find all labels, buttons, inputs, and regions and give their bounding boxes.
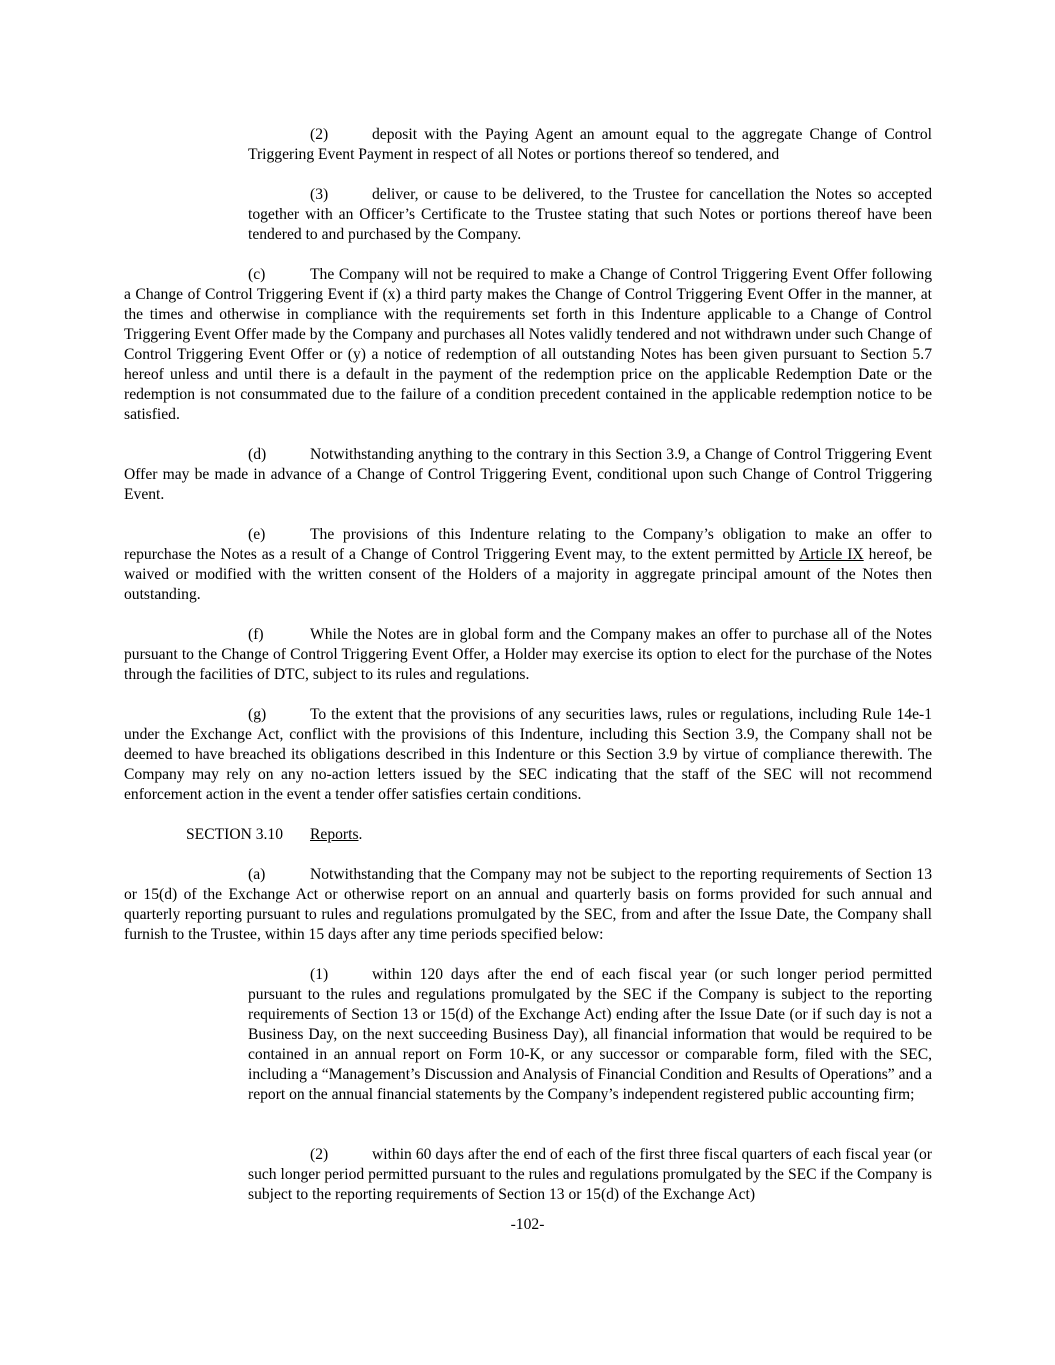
paragraph-text: Notwithstanding anything to the contrary in this Section 3.9, a Change of Control Triggering Event Offer may be made in advance of a Change of Control Triggering Event, conditional upon such Change of Control Triggering Event. bbox=[124, 446, 932, 503]
paragraph-number: (2) bbox=[310, 126, 329, 143]
paragraph-number: (a) bbox=[248, 866, 266, 883]
section-title-period: . bbox=[358, 826, 363, 843]
paragraph-text-continued: hereof, be waived or modified with the written consent of the Holders of a majority in aggregate principal amount of the Notes then outstanding. bbox=[124, 546, 932, 603]
paragraph-number: (2) bbox=[310, 1146, 329, 1163]
paragraph-text: While the Notes are in global form and the Company makes an offer to purchase all of the Notes pursuant to the Change of Control Triggering Event Offer, a Holder may exercise its option to elect for the purchase of the Notes through the facilities of DTC, subject to its rules and regulations. bbox=[124, 626, 932, 683]
paragraph-text: The Company will not be required to make a Change of Control Triggering Event Offer following a Change of Control Triggering Event if (x) a third party makes the Change of Control Triggering Event Offer in the manner, at the times and otherwise in compliance with the requirements set forth in this Indenture applicable to a Change of Control Triggering Event Offer made by the Company and purchases all Notes validly tendered and not withdrawn under such Change of Control Triggering Event Offer or (y) a notice of redemption of all outstanding Notes has been given pursuant to Section 5.7 hereof unless and until there is a default in the payment of the redemption price on the applicable Redemption Date or the redemption is not consummated due to the failure of a condition precedent contained in the applicable redemption notice to be satisfied. bbox=[124, 266, 932, 423]
paragraph-number: (3) bbox=[310, 186, 329, 203]
paragraph-number: (c) bbox=[248, 266, 266, 283]
paragraph-text: within 60 days after the end of each of the first three fiscal quarters of each fiscal year (or such longer period permitted pursuant to the rules and regulations promulgated by the SEC if the Company is subject to the reporting requirements of Section 13 or 15(d) of the Exchange Act) bbox=[248, 1146, 932, 1203]
section-number: SECTION 3.10 bbox=[186, 826, 284, 843]
paragraph-reports-2 bbox=[248, 1145, 932, 1205]
paragraph-reports-a bbox=[124, 865, 932, 945]
page-number: -102- bbox=[510, 1216, 545, 1233]
paragraph-number: (e) bbox=[248, 526, 266, 543]
paragraph-text: within 120 days after the end of each fiscal year (or such longer period permitted pursuant to the rules and regulations promulgated by the SEC if the Company is subject to the reporting requirements of Section 13 or 15(d) of the Exchange Act) ending after the Issue Date (or if such day is not a Business Day, on the next succeeding Business Day), all financial information that would be required to be contained in an annual report on Form 10-K, or any successor or comparable form, filed with the SEC, including a “Management’s Discussion and Analysis of Financial Condition and Results of Operations” and a report on the annual financial statements by the Company’s independent registered public accounting firm; bbox=[248, 966, 932, 1103]
paragraph-g bbox=[124, 705, 932, 805]
paragraph-text: The provisions of this Indenture relating to the Company’s obligation to make an offer to repurchase the Notes as a result of a Change of Control Triggering Event may, to the extent permitted by bbox=[124, 526, 932, 563]
paragraph-d bbox=[124, 445, 932, 505]
paragraph-b2 bbox=[248, 125, 932, 165]
paragraph-number: (1) bbox=[310, 966, 329, 983]
section-heading bbox=[186, 825, 586, 845]
paragraph-text: deliver, or cause to be delivered, to the Trustee for cancellation the Notes so accepted together with an Officer’s Certificate to the Trustee stating that such Notes or portions thereof have been tendered to and purchased by the Company. bbox=[248, 186, 932, 243]
paragraph-text: deposit with the Paying Agent an amount equal to the aggregate Change of Control Triggering Event Payment in respect of all Notes or portions thereof so tendered, and bbox=[248, 126, 932, 163]
paragraph-number: (d) bbox=[248, 446, 267, 463]
paragraph-f bbox=[124, 625, 932, 685]
paragraph-e bbox=[124, 525, 932, 605]
paragraph-text: To the extent that the provisions of any securities laws, rules or regulations, including Rule 14e-1 under the Exchange Act, conflict with the provisions of this Indenture, including this Section 3.9, the Company shall not be deemed to have breached its obligations described in this Indenture or this Section 3.9 by virtue of compliance therewith. The Company may rely on any no-action letters issued by the SEC indicating that the staff of the SEC will not recommend enforcement action in the event a tender offer satisfies certain conditions. bbox=[124, 706, 932, 803]
paragraph-number: (f) bbox=[248, 626, 264, 643]
paragraph-text: Notwithstanding that the Company may not be subject to the reporting requirements of Section 13 or 15(d) of the Exchange Act or otherwise report on an annual and quarterly basis on forms provided for such annual and quarterly reporting pursuant to rules and regulations promulgated by the SEC, from and after the Issue Date, the Company shall furnish to the Trustee, within 15 days after any time periods specified below: bbox=[124, 866, 932, 943]
section-title: Reports bbox=[310, 826, 359, 843]
paragraph-number: (g) bbox=[248, 706, 267, 723]
paragraph-reports-1 bbox=[248, 965, 932, 1105]
paragraph-c bbox=[124, 265, 932, 425]
paragraph-b3 bbox=[248, 185, 932, 245]
article-ix-reference: Article IX bbox=[799, 546, 864, 563]
